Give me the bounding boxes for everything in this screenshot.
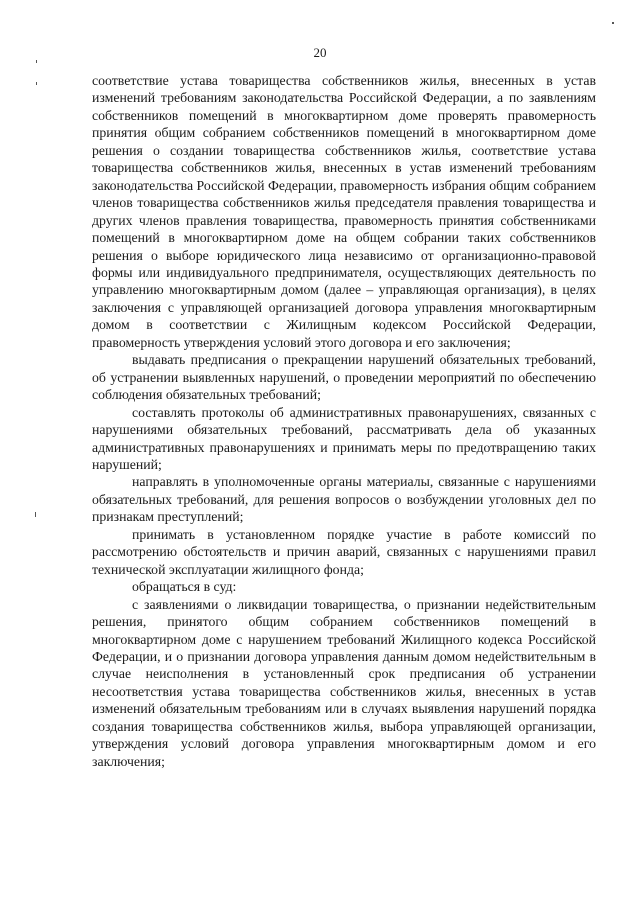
scan-mark — [36, 82, 37, 85]
document-body — [92, 72, 596, 770]
page-number: 20 — [313, 45, 327, 60]
scan-mark — [35, 512, 36, 517]
paragraph-protocols: составлять протоколы об административных правонарушениях, связанных с нарушениями обязательных требований, рассматривать дела об указанных административных правонарушениях и принимать меры по предотвращению таких нарушений; — [92, 404, 596, 472]
paragraph-issue-orders: выдавать предписания о прекращении нарушений обязательных требований, об устранении выявленных нарушений, о проведении мероприятий по обеспечению соблюдения обязательных требований; — [92, 352, 596, 403]
paragraph-commissions: принимать в установленном порядке участие в работе комиссий по рассмотрению обстоятельств и причин аварий, связанных с нарушениями правил технической эксплуатации жилищного фонда; — [92, 526, 596, 577]
paragraph-send-materials: направлять в уполномоченные органы материалы, связанные с нарушениями обязательных требований, для решения вопросов о возбуждении уголовных дел по признакам преступлений; — [92, 474, 596, 525]
paragraph-continuation: соответствие устава товарищества собственников жилья, внесенных в устав изменений требованиям законодательства Российской Федерации, а по заявлениям собственников помещений в многоквартирном доме проверять правомерность принятия общим собранием собственников помещений в многоквартирном доме решения о создании товарищества собственников жилья, соответствие устава товарищества собственников жилья, внесенных в устав изменений требованиям законодательства Российской Федерации, правомерность избрания общим собранием членов товарищества собственников жилья председателя правления товарищества и других членов правления товарищества, правомерность принятия собственниками помещений в многоквартирном доме на общем собрании таких собственников решения о выборе юридического лица независимо от организационно-правовой формы или индивидуального предпринимателя, осуществляющих деятельность по управлению многоквартирным домом (далее – управляющая организация), в целях заключения с управляющей организацией договора управления многоквартирным домом в соответствии с Жилищным кодексом Российской Федерации, правомерность утверждения условий этого договора и его заключения; — [92, 73, 596, 350]
scan-mark — [612, 22, 614, 24]
paragraph-applications: с заявлениями о ликвидации товарищества, о признании недействительным решения, принятого общим собранием собственников помещений в многоквартирном доме с нарушением требований Жилищного кодекса Российской Федерации, и о признании договора управления данным домом недействительным в случае неисполнения в установленный срок предписания об устранении несоответствия устава товарищества собственников жилья, внесенных в устав изменений обязательным требованиям или в случаях выявления нарушений порядка создания товарищества собственников жилья, выбора управляющей организации, утверждения условий договора управления многоквартирным домом и его заключения; — [92, 596, 596, 769]
paragraph-court: обращаться в суд: — [132, 579, 237, 595]
